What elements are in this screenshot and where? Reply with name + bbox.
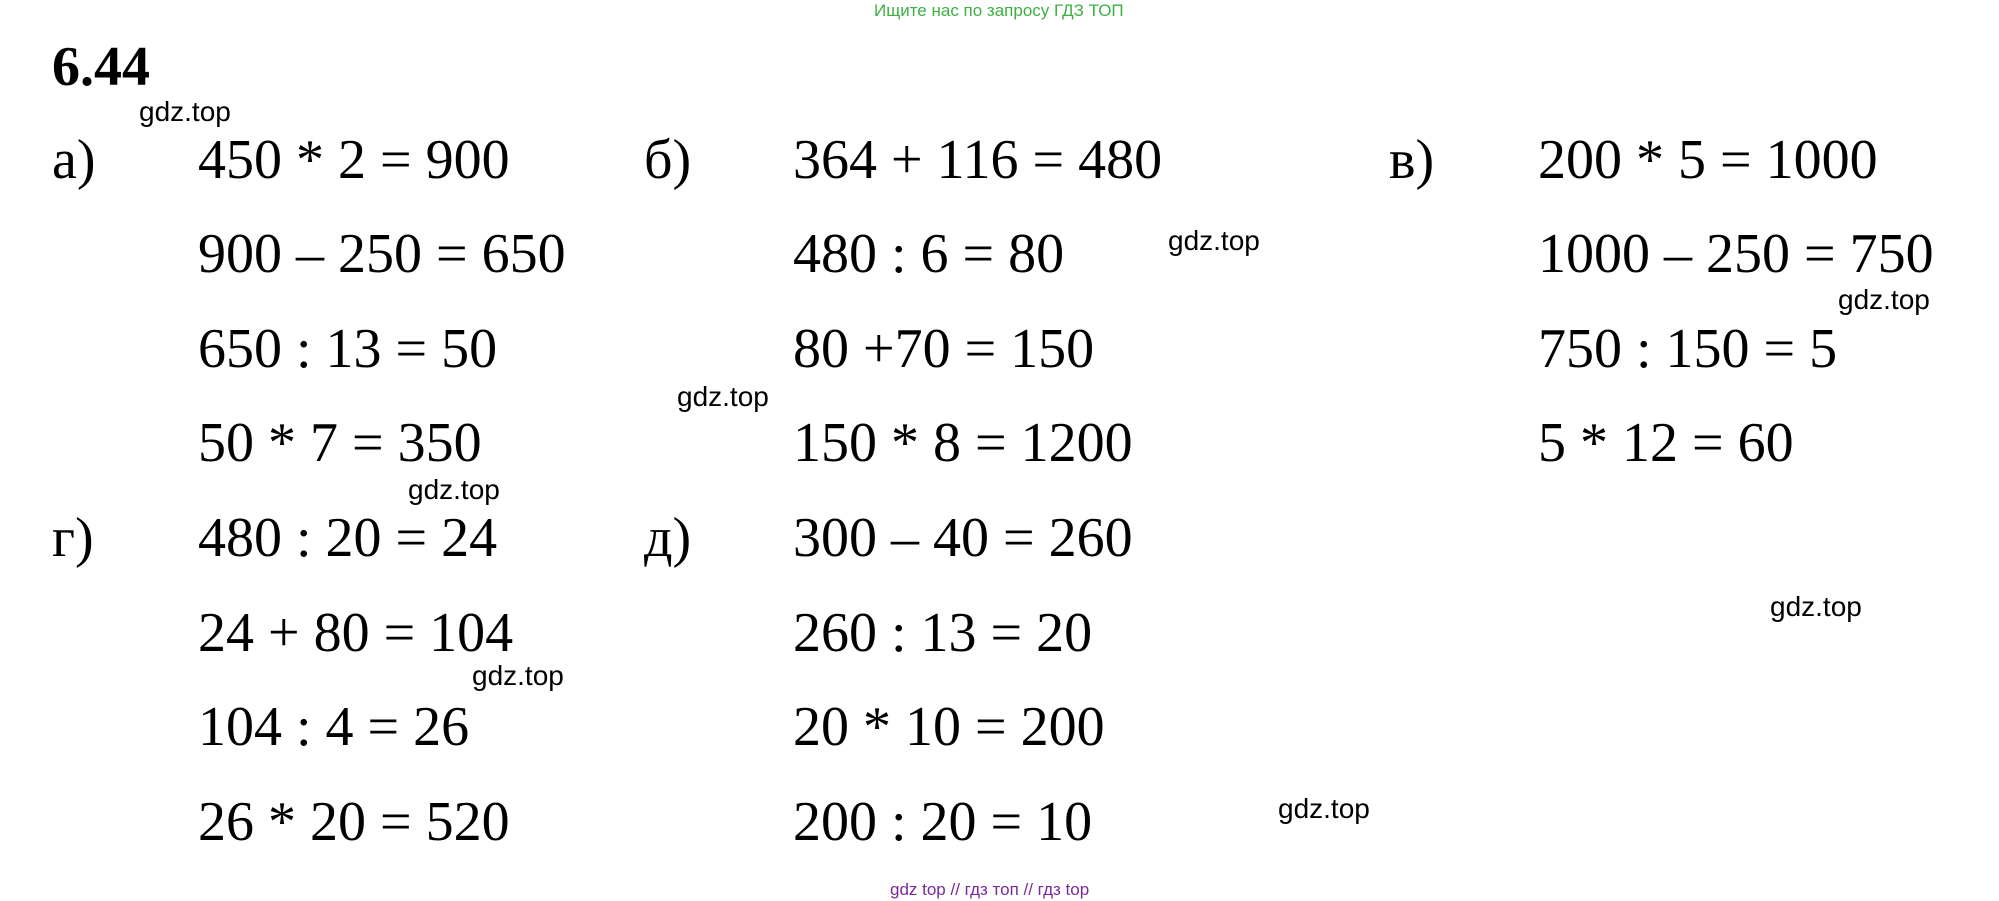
site-banner: Ищите нас по запросу ГДЗ ТОП [874,1,1124,20]
part-d-label: д) [644,507,692,569]
part-v-line-4: 5 * 12 = 60 [1538,412,1794,474]
part-a-line-3: 650 : 13 = 50 [198,318,498,380]
part-g-line-3: 104 : 4 = 26 [198,696,470,758]
part-d-line-4: 200 : 20 = 10 [793,791,1093,853]
watermark: gdz.top [677,381,769,412]
watermark: gdz.top [1168,225,1260,256]
problem-number: 6.44 [52,36,150,98]
part-v-line-1: 200 * 5 = 1000 [1538,129,1878,191]
watermark: gdz.top [408,474,500,505]
part-a-line-2: 900 – 250 = 650 [198,223,566,285]
watermark: gdz.top [139,96,231,127]
part-b-line-2: 480 : 6 = 80 [793,223,1065,285]
part-a-label: а) [52,129,96,191]
footer-links: gdz top // гдз топ // гдз top [890,880,1090,899]
part-a-line-4: 50 * 7 = 350 [198,412,482,474]
part-b-line-3: 80 +70 = 150 [793,318,1095,380]
part-g-label: г) [52,507,94,569]
part-g-line-4: 26 * 20 = 520 [198,791,510,853]
part-b-label: б) [644,129,692,191]
part-b-line-4: 150 * 8 = 1200 [793,412,1133,474]
part-v-line-2: 1000 – 250 = 750 [1538,223,1934,285]
part-v-line-3: 750 : 150 = 5 [1538,318,1838,380]
part-b-line-1: 364 + 116 = 480 [793,129,1163,191]
part-v-label: в) [1389,129,1435,191]
part-a-line-1: 450 * 2 = 900 [198,129,510,191]
part-g-line-1: 480 : 20 = 24 [198,507,498,569]
watermark: gdz.top [472,660,564,691]
watermark: gdz.top [1838,284,1930,315]
part-d-line-3: 20 * 10 = 200 [793,696,1105,758]
part-d-line-2: 260 : 13 = 20 [793,602,1093,664]
watermark: gdz.top [1278,793,1370,824]
part-g-line-2: 24 + 80 = 104 [198,602,514,664]
part-d-line-1: 300 – 40 = 260 [793,507,1133,569]
watermark: gdz.top [1770,591,1862,622]
